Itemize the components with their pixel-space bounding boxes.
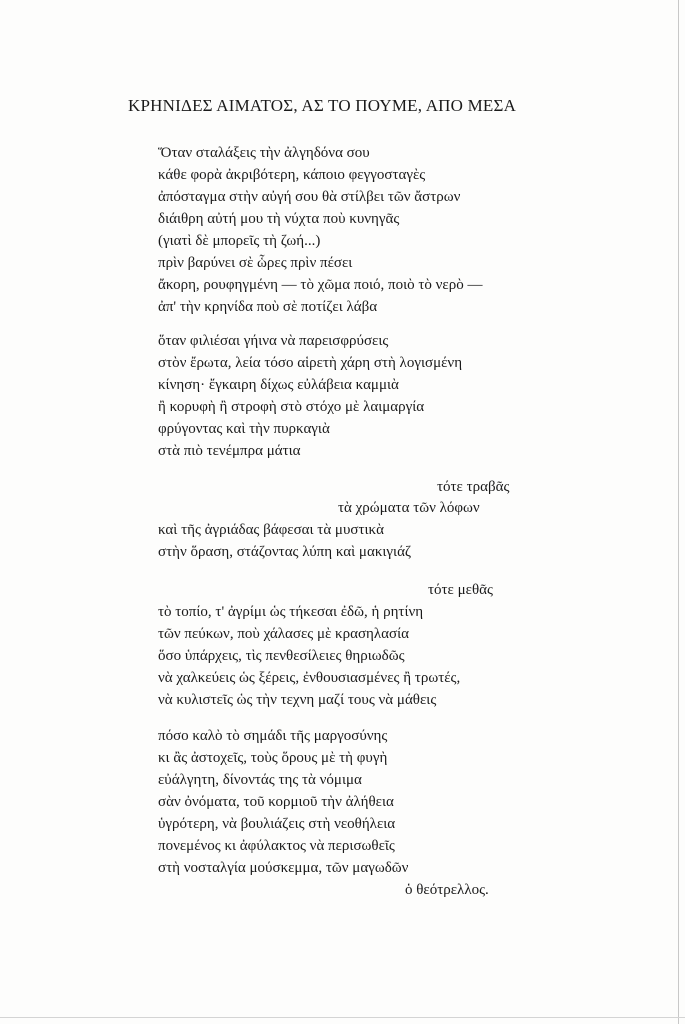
poem-line: ὁ θεότρελλος. <box>405 882 489 898</box>
poem-line: ἀπ' τὴν κρηνίδα ποὺ σὲ ποτίζει λάβα <box>158 299 378 315</box>
poem-line: τότε μεθᾶς <box>428 582 493 598</box>
poem-line: διάιθρη αὐτή μου τὴ νύχτα ποὺ κυνηγᾶς <box>158 211 400 227</box>
poem-line: στὴν ὅραση, στάζοντας λύπη καὶ μακιγιάζ <box>158 544 412 560</box>
poem-line: (γιατὶ δὲ μπορεῖς τὴ ζωή...) <box>158 233 321 249</box>
poem-line: στὴ νοσταλγία μούσκεμμα, τῶν μαγωδῶν <box>158 860 409 876</box>
poem-line: ὑγρότερη, νὰ βουλιάζεις στὴ νεοθήλεια <box>158 816 396 832</box>
poem-title: ΚΡΗΝΙΔΕΣ ΑΙΜΑΤΟΣ, ΑΣ ΤΟ ΠΟΥΜΕ, ΑΠΟ ΜΕΣΑ <box>128 96 517 115</box>
poem-line: ὅταν φιλιέσαι γήινα νὰ παρεισφρύσεις <box>158 333 389 349</box>
poem-line: κάθε φορὰ ἀκριβότερη, κάποιο φεγγοσταγὲς <box>158 167 426 183</box>
poem-line: κι ἂς ἀστοχεῖς, τοὺς ὅρους μὲ τὴ φυγὴ <box>158 750 388 766</box>
poem-line: τὰ χρώματα τῶν λόφων <box>338 500 480 516</box>
poem-line: ὅσο ὑπάρχεις, τὶς πενθεσίλειες θηριωδῶς <box>158 648 405 664</box>
poem-line: πρὶν βαρύνει σὲ ὧρες πρὶν πέσει <box>158 255 353 271</box>
poem-line: τῶν πεύκων, ποὺ χάλασες μὲ κρασηλασία <box>158 626 409 642</box>
poem-line: τότε τραβᾶς <box>437 479 510 495</box>
poem-line: καὶ τῆς ἀγριάδας βάφεσαι τὰ μυστικὰ <box>158 522 384 538</box>
page-edge-bottom <box>0 1017 685 1018</box>
poem-line: πόσο καλὸ τὸ σημάδι τῆς μαργοσύνης <box>158 728 388 744</box>
poem-line: στὰ πιὸ τενέμπρα μάτια <box>158 443 301 459</box>
poem-line: ἢ κορυφὴ ἢ στροφὴ στὸ στόχο μὲ λαιμαργία <box>158 399 425 415</box>
poem-line: κίνηση· ἔγκαιρη δίχως εὐλάβεια καμμιὰ <box>158 377 399 393</box>
poem-line: νὰ κυλιστεῖς ὡς τὴν τεχνη μαζί τους νὰ μάθεις <box>158 692 437 708</box>
poem-line: ἄκορη, ρουφηγμένη — τὸ χῶμα ποιό, ποιὸ τὸ νερὸ — <box>158 277 483 293</box>
poem-line: σὰν ὀνόματα, τοῦ κορμιοῦ τὴν ἀλήθεια <box>158 794 394 810</box>
page-edge-right <box>678 0 679 1024</box>
poem-line: πονεμένος κι ἀφύλακτος νὰ περισωθεῖς <box>158 838 395 854</box>
poem-line: Ὅταν σταλάξεις τὴν ἀλγηδόνα σου <box>158 145 370 161</box>
poem-line: νὰ χαλκεύεις ὡς ξέρεις, ἐνθουσιασμένες ἢ τρωτές, <box>158 670 461 686</box>
poem-line: εὐάλγητη, δίνοντάς της τὰ νόμιμα <box>158 772 362 788</box>
poem-line: ἀπόσταγμα στὴν αὐγή σου θὰ στίλβει τῶν ἄστρων <box>158 189 461 205</box>
poem-line: φρύγοντας καὶ τὴν πυρκαγιὰ <box>158 421 330 437</box>
poem-line: στὸν ἔρωτα, λεία τόσο αἱρετὴ χάρη στὴ λογισμένη <box>158 355 463 371</box>
poem-line: τὸ τοπίο, τ' ἀγρίμι ὡς τήκεσαι ἐδῶ, ἡ ρητίνη <box>158 604 424 620</box>
